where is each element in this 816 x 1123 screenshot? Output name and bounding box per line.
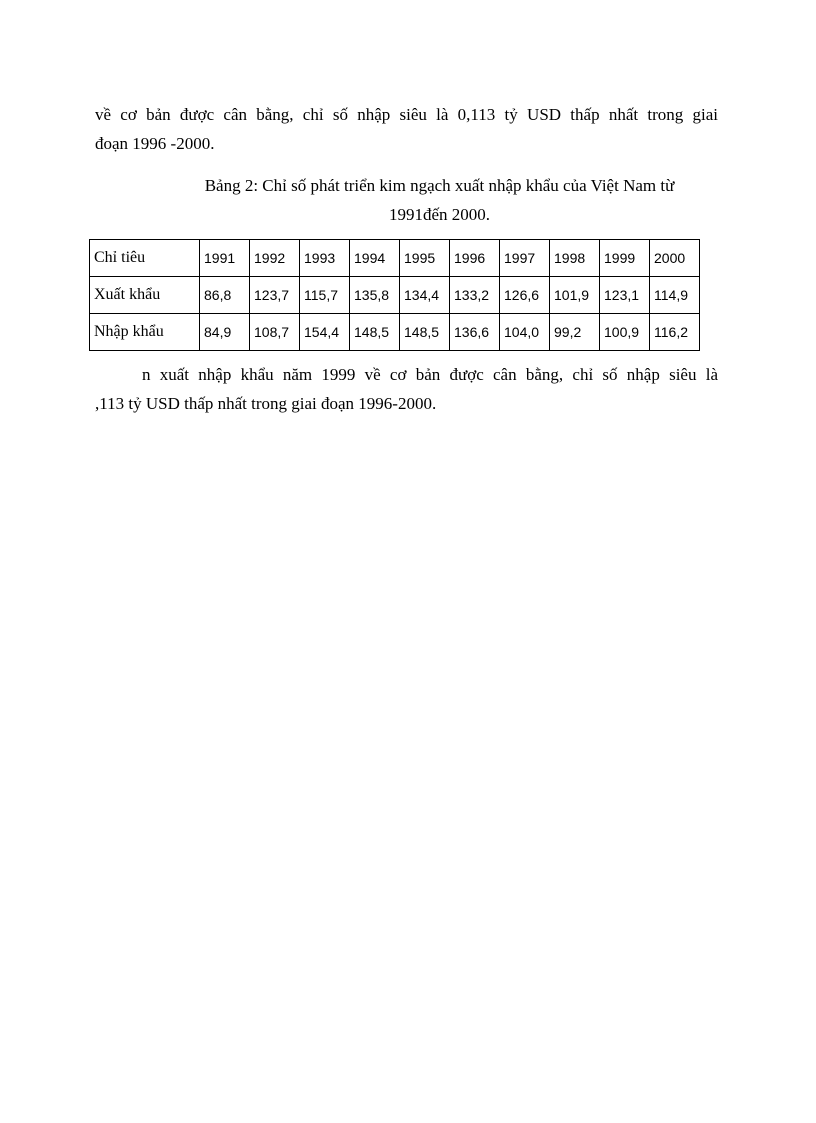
table-cell: 123,7 [250,277,300,314]
paragraph-top [95,100,718,158]
paragraph-top-line-2: đoạn 1996 -2000. [95,134,215,153]
header-cell-year: 1998 [550,240,600,277]
table-cell: 86,8 [200,277,250,314]
header-cell-indicator: Chỉ tiêu [90,240,200,277]
header-cell-year: 1991 [200,240,250,277]
header-cell-year: 1995 [400,240,450,277]
row-label-import: Nhập khẩu [90,314,200,351]
table-cell: 133,2 [450,277,500,314]
table-row-import [90,314,700,351]
table-caption [95,171,784,229]
header-cell-year: 1996 [450,240,500,277]
table-cell: 135,8 [350,277,400,314]
table-cell: 100,9 [600,314,650,351]
paragraph-bottom [95,360,718,418]
table-cell: 104,0 [500,314,550,351]
table-cell: 123,1 [600,277,650,314]
header-cell-year: 1994 [350,240,400,277]
header-cell-year: 2000 [650,240,700,277]
table-cell: 108,7 [250,314,300,351]
table-cell: 134,4 [400,277,450,314]
table-cell: 84,9 [200,314,250,351]
table-cell: 101,9 [550,277,600,314]
header-cell-year: 1999 [600,240,650,277]
header-cell-year: 1997 [500,240,550,277]
header-cell-year: 1993 [300,240,350,277]
table-cell: 136,6 [450,314,500,351]
table-cell: 114,9 [650,277,700,314]
header-cell-year: 1992 [250,240,300,277]
table-cell: 148,5 [350,314,400,351]
table-cell: 116,2 [650,314,700,351]
table-caption-line-1: Bảng 2: Chỉ số phát triển kim ngạch xuất nhập khẩu của Việt Nam từ [204,176,675,195]
table-caption-line-2: 1991đến 2000. [388,205,491,224]
export-import-index-table [89,239,700,351]
table-cell: 115,7 [300,277,350,314]
paragraph-bottom-line-1: n xuất nhập khẩu năm 1999 về cơ bản được cân bằng, chỉ số nhập siêu là [142,365,718,384]
table-cell: 148,5 [400,314,450,351]
table-cell: 99,2 [550,314,600,351]
paragraph-bottom-line-2: ,113 tỷ USD thấp nhất trong giai đoạn 1996-2000. [95,394,437,413]
table-cell: 126,6 [500,277,550,314]
table-cell: 154,4 [300,314,350,351]
row-label-export: Xuất khẩu [90,277,200,314]
paragraph-top-line-1: về cơ bản được cân bằng, chỉ số nhập siêu là 0,113 tỷ USD thấp nhất trong giai [95,105,718,124]
table-header-row [90,240,700,277]
table-row-export [90,277,700,314]
